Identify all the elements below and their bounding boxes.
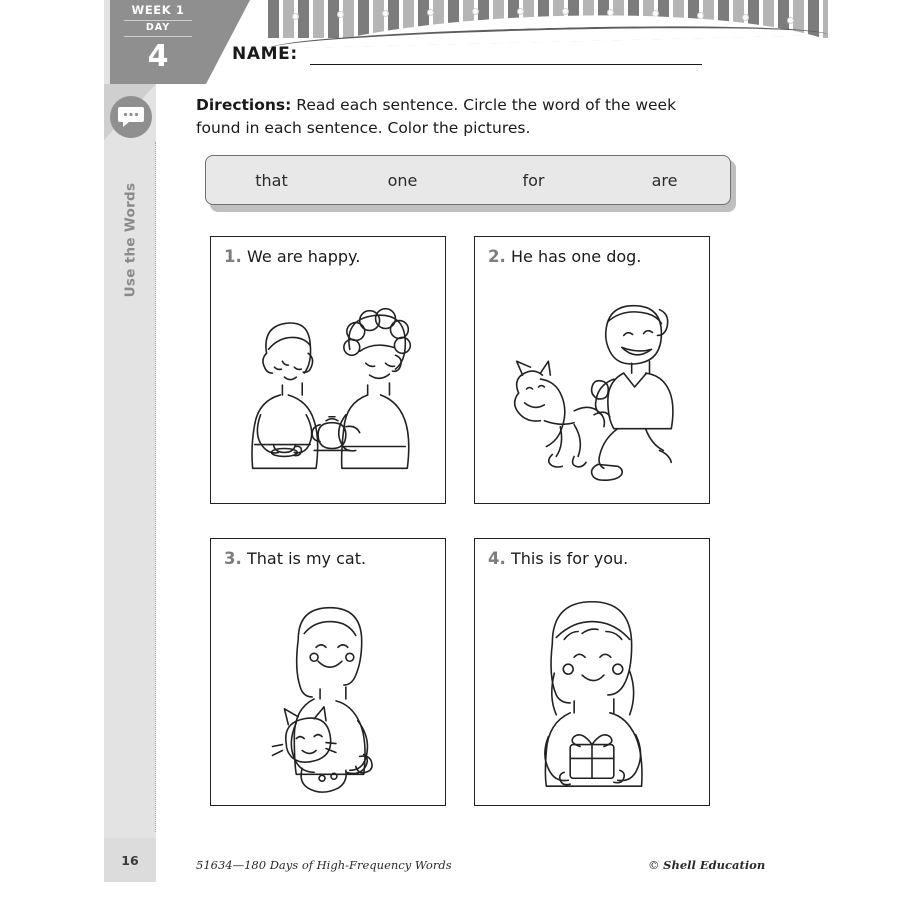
exercise-item-4[interactable] [474,538,710,806]
illustration-boy-with-dog [475,275,709,503]
day-label: DAY [145,22,171,33]
item-sentence-4[interactable]: This is for you. [511,549,629,568]
item-number-1: 1. [224,247,242,266]
item-sentence-1[interactable]: We are happy. [247,247,361,266]
name-label: NAME: [232,44,298,64]
exercise-item-2[interactable] [474,236,710,504]
word-bank-word-2[interactable]: one [387,170,418,190]
item-number-4: 4. [488,549,506,568]
name-input-line[interactable] [310,64,702,65]
sidebar-section-label [104,155,156,325]
day-number: 4 [147,39,169,74]
illustration-two-girls-having-tea [211,275,445,503]
tab-fold-corner [206,0,250,84]
item-number-3: 3. [224,549,242,568]
item-sentence-2[interactable]: He has one dog. [511,247,642,266]
footer-left-text: 51634—180 Days of High-Frequency Words [196,858,452,872]
tab-rule-top [124,20,192,21]
week-day-tab [110,0,206,84]
name-field-row [232,44,702,70]
page-number: 16 [121,852,139,868]
illustration-girl-holding-gift [475,577,709,805]
week-label: WEEK 1 [131,3,185,17]
directions-heading: Directions: [196,96,292,114]
directions-text: Read each sentence. Circle the word of the week found in each sentence. Color the pictures. [196,96,677,137]
page-number-box [104,838,156,882]
exercise-item-3[interactable] [210,538,446,806]
word-bank [205,155,731,205]
exercise-item-1[interactable] [210,236,446,504]
footer-right-text [648,858,765,872]
publisher-name: Shell Education [663,858,766,872]
item-sentence-3[interactable]: That is my cat. [247,549,367,568]
illustration-girl-holding-cat [211,577,445,805]
sidebar-section-label-text: Use the Words [122,182,138,298]
speech-bubble-icon [110,96,152,138]
item-number-2: 2. [488,247,506,266]
directions-block [196,94,716,140]
word-bank-word-4[interactable]: are [651,170,678,190]
word-bank-word-1[interactable]: that [255,170,288,190]
word-bank-word-3[interactable]: for [522,170,545,190]
copyright-symbol: © [648,858,664,872]
tab-rule-bottom [124,36,192,37]
